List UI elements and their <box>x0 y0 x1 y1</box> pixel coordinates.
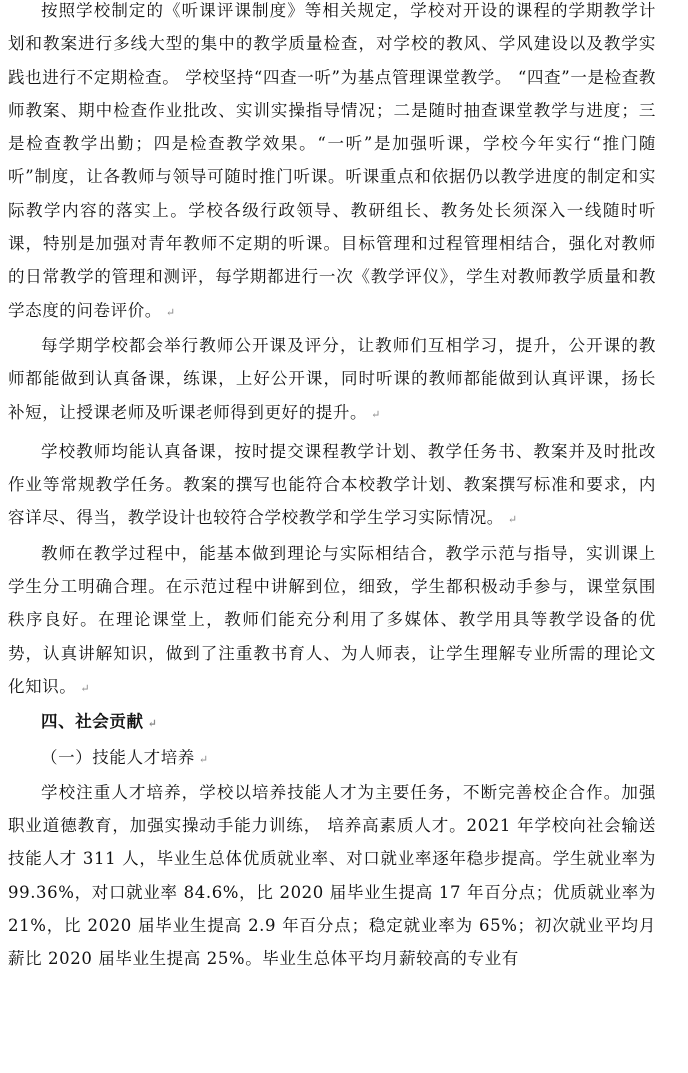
paragraph-text: 每学期学校都会举行教师公开课及评分，让教师们互相学习，提升，公开课的教师都能做到认真备课，练课，上好公开课，同时听课的教师都能做到认真评课，扬长补短，让授课老师及听课老师得到更好的提升。 <box>8 335 656 422</box>
paragraph-talent-training <box>8 776 656 976</box>
paragraph-text: 教师在教学过程中，能基本做到理论与实际相结合，教学示范与指导，实训课上学生分工明确合理。在示范过程中讲解到位，细致，学生都积极动手参与，课堂氛围秩序良好。在理论课堂上，教师们能充分利用了多媒体、教学用具等教学设备的优势，认真讲解知识，做到了注重教书育人、为人师表，让学生理解专业所需的理论文化知识。 <box>8 543 656 696</box>
section-heading-text: 四、社会贡献 <box>41 712 144 732</box>
paragraph-mark-icon: ↵ <box>198 752 209 766</box>
paragraph-text: 学校注重人才培养，学校以培养技能人才为主要任务，不断完善校企合作。加强职业道德教育，加强实操动手能力训练， 培养高素质人才。2021 年学校向社会输送技能人才 311 人，毕业生总体优质就业率、对口就业率逐年稳步提高。学生就业率为 99.36%，对口就业率 84.6%，比 2020 届毕业生提高 17 年百分点；优质就业率为 21%，比 2020 届毕业生提高 2.9 年百分点；稳定就业率为 65%；初次就业平均月薪比 2020 届毕业生提高 25%。毕业生总体平均月薪较高的专业有 <box>8 782 656 969</box>
paragraph-teaching-process <box>8 537 656 705</box>
paragraph-teaching-inspection <box>8 0 656 329</box>
paragraph-mark-icon: ↵ <box>147 717 158 731</box>
paragraph-mark-icon: ↵ <box>80 681 91 695</box>
subsection-heading-text: （一）技能人才培养 <box>41 747 195 767</box>
subsection-heading <box>8 741 656 776</box>
paragraph-lesson-prep <box>8 435 656 537</box>
paragraph-mark-icon: ↵ <box>507 513 518 527</box>
section-heading <box>8 705 656 740</box>
paragraph-open-class <box>8 329 656 431</box>
paragraph-mark-icon: ↵ <box>371 407 381 421</box>
paragraph-text: 学校教师均能认真备课，按时提交课程教学计划、教学任务书、教案并及时批改作业等常规教学任务。教案的撰写也能符合本校教学计划、教案撰写标准和要求，内容详尽、得当，教学设计也较符合学校教学和学生学习实际情况。 <box>8 441 656 528</box>
paragraph-text: 按照学校制定的《听课评课制度》等相关规定，学校对开设的课程的学期教学计划和教案进行多线大型的集中的教学质量检查，对学校的教风、学风建设以及教学实践也进行不定期检查。 学校坚持“四查一听”为基点管理课堂教学。 “四查”一是检查教师教案、期中检查作业批改、实训实操指导情况；二是随时抽查课堂教学与进度；三是检查教学出勤；四是检查教学效果。“一听”是加强听课，学校今年实行“推门随听”制度，让各教师与领导可随时推门听课。听课重点和依据仍以教学进度的制定和实际教学内容的落实上。学校各级行政领导、教研组长、教务处长须深入一线随时听课，特别是加强对青年教师不定期的听课。目标管理和过程管理相结合，强化对教师的日常教学的管理和测评，每学期都进行一次《教学评仪》，学生对教师教学质量和教学态度的问卷评价。 <box>8 1 656 320</box>
document-body <box>8 0 656 976</box>
paragraph-mark-icon: ↵ <box>165 305 176 319</box>
